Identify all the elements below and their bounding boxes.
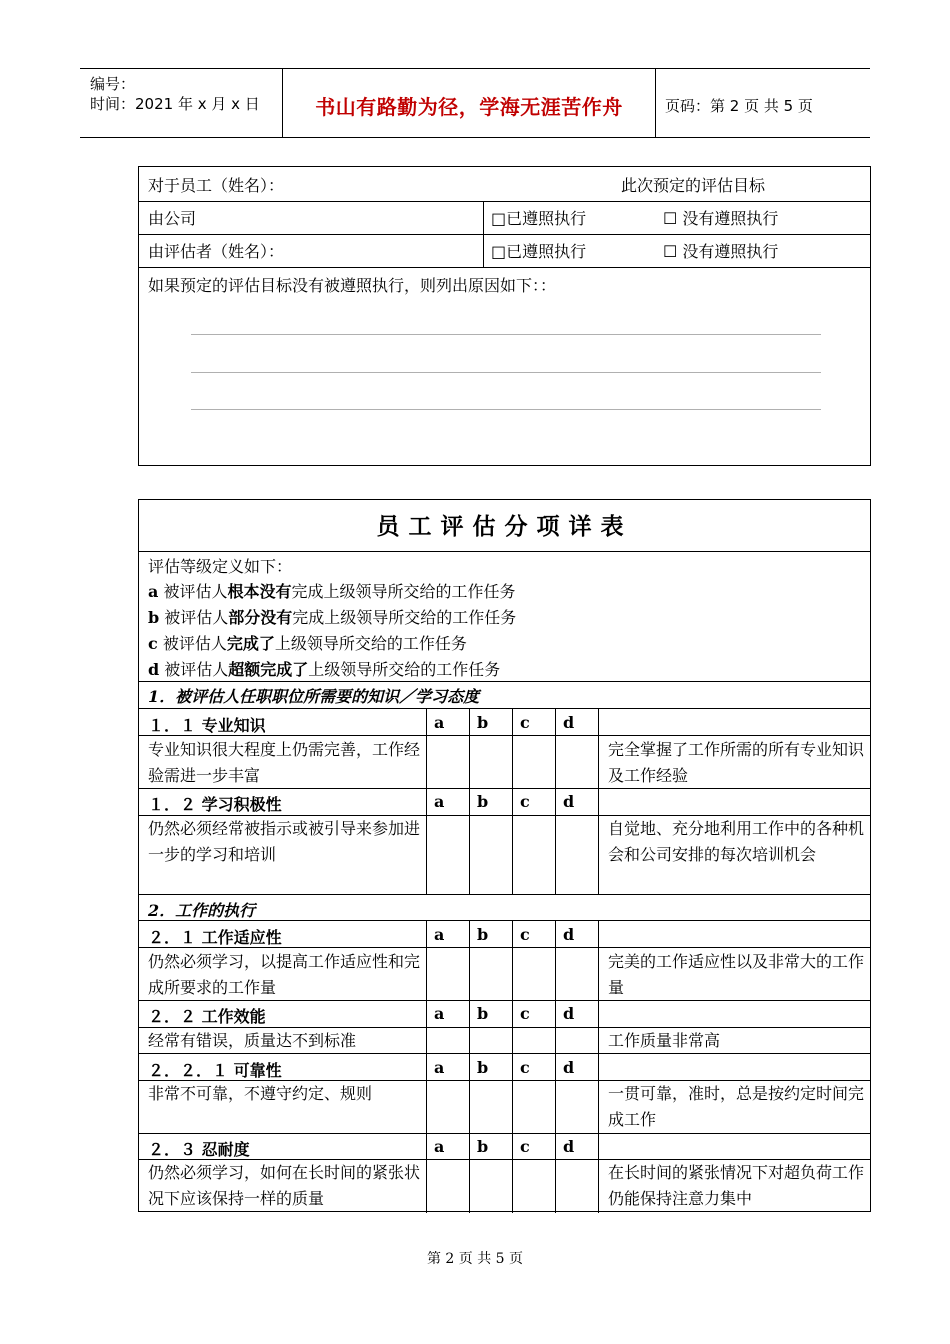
definition-text: 上级领导所交给的工作任务 [308, 660, 501, 679]
grade-d-label: d [563, 1137, 575, 1156]
section-2-heading: 2．工作的执行 [148, 901, 256, 920]
grade-c-label: c [520, 713, 530, 732]
header-motto: 书山有路勤为径，学海无涯苦作舟 [315, 95, 623, 119]
item-heading: ２．２．１ 可靠性 [148, 1061, 282, 1080]
item-low-description: 仍然必须学习，如何在长时间的紧张状况下应该保持一样的质量 [148, 1163, 421, 1208]
grade-b-label: b [477, 1004, 489, 1023]
column-line [426, 920, 427, 1213]
definition-d [148, 657, 500, 680]
table-title: 员工评估分项详表 [139, 500, 870, 552]
column-line [469, 920, 470, 1213]
row-divider [139, 1000, 870, 1001]
definition-emphasis: 完成了 [226, 634, 275, 653]
definition-text: 完成上级领导所交给的工作任务 [292, 608, 517, 627]
definition-letter: d [148, 660, 160, 679]
item-low-description: 经常有错误，质量达不到标准 [148, 1031, 357, 1050]
definition-text: 被评估人 [158, 582, 228, 601]
definition-b [148, 605, 516, 628]
definition-letter: a [148, 582, 159, 601]
form-row-company [139, 201, 870, 235]
grade-c-label: c [520, 792, 530, 811]
column-line [512, 920, 513, 1213]
item-high-description: 一贯可靠，准时，总是按约定时间完成工作 [608, 1084, 865, 1129]
item-high-description: 工作质量非常高 [608, 1031, 721, 1050]
column-line [469, 708, 470, 894]
document-number-label: 编号： [90, 75, 136, 93]
grade-b-label: b [477, 713, 489, 732]
item-heading: ２．２ 工作效能 [148, 1007, 266, 1026]
definition-emphasis: 超额完成了 [228, 660, 309, 679]
column-line [598, 708, 599, 894]
definitions-intro: 评估等级定义如下： [148, 557, 293, 576]
row-divider [139, 735, 870, 736]
definition-text: 被评估人 [159, 660, 229, 679]
grade-b-label: b [477, 1058, 489, 1077]
grade-d-label: d [563, 925, 575, 944]
form-row-evaluator [139, 234, 870, 268]
section-1-heading: 1．被评估人任职职位所需要的知识／学习态度 [148, 687, 480, 706]
form-divider [483, 201, 484, 268]
row-divider [139, 708, 870, 709]
company-not-followed-checkbox[interactable]: ☐ 没有遵照执行 [663, 209, 779, 228]
item-high-description: 完美的工作适应性以及非常大的工作量 [608, 952, 865, 997]
evaluator-not-followed-checkbox[interactable]: ☐ 没有遵照执行 [663, 242, 779, 261]
grade-b-label: b [477, 925, 489, 944]
grade-c-label: c [520, 1137, 530, 1156]
definition-text: 上级领导所交给的工作任务 [274, 634, 467, 653]
evaluator-name-label: 由评估者（姓名）： [148, 242, 285, 261]
company-label: 由公司 [148, 209, 197, 228]
header-meta [80, 69, 282, 137]
item-heading: １．２ 学习积极性 [148, 795, 282, 814]
header-motto-cell [282, 69, 656, 137]
item-high-description: 自觉地、充分地利用工作中的各种机会和公司安排的每次培训机会 [608, 819, 865, 864]
grade-d-label: d [563, 1004, 575, 1023]
reason-line-3[interactable] [191, 409, 821, 410]
row-divider [139, 788, 870, 789]
item-high-description: 在长时间的紧张情况下对超负荷工作仍能保持注意力集中 [608, 1163, 865, 1208]
grade-c-label: c [520, 1058, 530, 1077]
header-page-number: 页码：第 2 页 共 5 页 [665, 97, 813, 115]
item-low-description: 仍然必须经常被指示或被引导来参加进一步的学习和培训 [148, 819, 421, 864]
row-divider [139, 1133, 870, 1134]
definition-emphasis: 部分没有 [228, 608, 293, 627]
form-row-employee [139, 167, 870, 202]
item-heading: １．１ 专业知识 [148, 716, 266, 735]
grade-definitions [139, 551, 870, 682]
item-low-description: 仍然必须学习，以提高工作适应性和完成所要求的工作量 [148, 952, 421, 997]
grade-d-label: d [563, 792, 575, 811]
row-divider [139, 1053, 870, 1054]
evaluation-detail-table [138, 499, 871, 1212]
definition-a [148, 579, 516, 602]
document-date-label: 时间：2021 年 x 月 x 日 [90, 95, 260, 113]
definition-text: 被评估人 [157, 634, 227, 653]
page-header [80, 68, 870, 138]
item-heading: ２．３ 忍耐度 [148, 1140, 250, 1159]
definition-emphasis: 根本没有 [227, 582, 292, 601]
reason-line-2[interactable] [191, 372, 821, 373]
column-line [598, 920, 599, 1213]
column-line [512, 708, 513, 894]
row-divider [139, 947, 870, 948]
evaluation-target-form [138, 166, 871, 466]
item-low-description: 非常不可靠，不遵守约定、规则 [148, 1084, 373, 1103]
definition-letter: b [148, 608, 160, 627]
grade-c-label: c [520, 925, 530, 944]
grade-a-label: a [434, 925, 445, 944]
grade-a-label: a [434, 1058, 445, 1077]
item-high-description: 完全掌握了工作所需的所有专业知识及工作经验 [608, 740, 865, 785]
column-line [555, 708, 556, 894]
grade-a-label: a [434, 792, 445, 811]
column-line [426, 708, 427, 894]
item-heading: ２．１ 工作适应性 [148, 928, 282, 947]
definition-text: 被评估人 [159, 608, 229, 627]
item-low-description: 专业知识很大程度上仍需完善，工作经验需进一步丰富 [148, 740, 421, 785]
grade-d-label: d [563, 1058, 575, 1077]
reason-line-1[interactable] [191, 334, 821, 335]
target-heading: 此次预定的评估目标 [621, 176, 766, 195]
grade-a-label: a [434, 713, 445, 732]
definition-c [148, 631, 467, 654]
row-divider [139, 920, 870, 921]
grade-a-label: a [434, 1137, 445, 1156]
grade-b-label: b [477, 792, 489, 811]
grade-a-label: a [434, 1004, 445, 1023]
employee-name-label: 对于员工（姓名）： [148, 176, 285, 195]
evaluator-followed-checkbox[interactable]: □已遵照执行 [491, 242, 587, 261]
company-followed-checkbox[interactable]: □已遵照执行 [491, 209, 587, 228]
row-divider [139, 894, 870, 895]
reason-prompt: 如果预定的评估目标没有被遵照执行，则列出原因如下：： [148, 276, 557, 295]
grade-d-label: d [563, 713, 575, 732]
column-line [555, 920, 556, 1213]
definition-text: 完成上级领导所交给的工作任务 [291, 582, 516, 601]
grade-b-label: b [477, 1137, 489, 1156]
definition-letter: c [148, 634, 158, 653]
page-footer: 第 2 页 共 5 页 [426, 1251, 524, 1267]
header-page-cell [655, 69, 870, 137]
grade-c-label: c [520, 1004, 530, 1023]
